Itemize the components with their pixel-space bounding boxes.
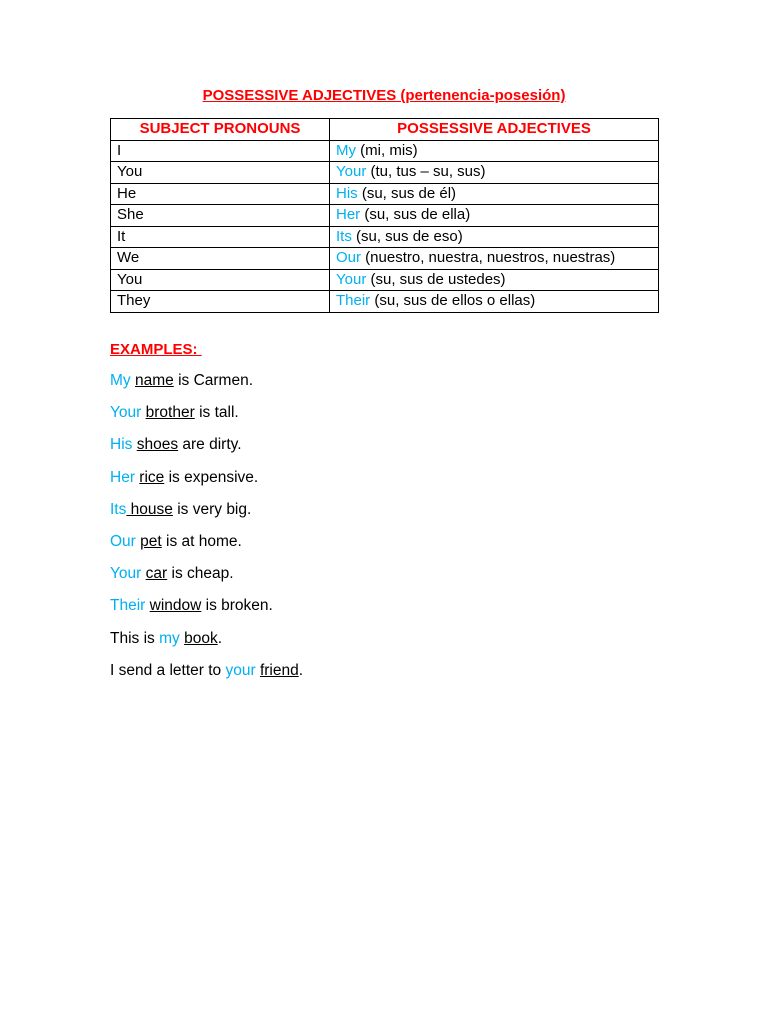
table-row (111, 205, 659, 227)
possessive-word: my (159, 629, 180, 647)
possessive-word: His (110, 436, 133, 454)
spanish-translation: (su, sus de ellos o ellas) (370, 292, 536, 310)
example-sentence (110, 403, 303, 435)
header-subject-pronouns: SUBJECT PRONOUNS (111, 119, 330, 141)
header-possessive-adjectives: POSSESSIVE ADJECTIVES (330, 119, 659, 141)
example-sentence (110, 371, 303, 403)
possessive-adjective-cell (330, 140, 659, 162)
possessive-word: Its (110, 500, 127, 518)
subject-pronoun-cell: You (111, 269, 330, 291)
noun-word: name (134, 372, 174, 389)
sentence-text: is at home. (161, 532, 242, 550)
possessive-word: Your (110, 565, 142, 583)
possessive-word: Their (110, 597, 146, 615)
table-body (111, 140, 659, 312)
possessive-adjective-word: Their (336, 292, 371, 310)
sentence-text: is expensive. (164, 468, 259, 486)
table-row (111, 248, 659, 270)
noun-word: window (149, 597, 202, 615)
possessive-word: Her (110, 468, 135, 486)
possessive-adjective-cell (330, 248, 659, 270)
example-sentence (110, 564, 303, 596)
examples-list (110, 371, 303, 693)
possessive-adjective-cell (330, 269, 659, 291)
sentence-text: is very big. (172, 500, 252, 518)
noun-word: rice (139, 468, 165, 486)
example-sentence (110, 661, 303, 693)
spanish-translation: (nuestro, nuestra, nuestros, nuestras) (361, 249, 616, 267)
example-sentence (110, 596, 303, 628)
possessive-adjectives-table (110, 118, 659, 313)
table-row (111, 269, 659, 291)
noun-word: book (184, 629, 218, 647)
possessive-adjective-cell (330, 226, 659, 248)
table-row (111, 226, 659, 248)
spanish-translation: (su, sus de ella) (360, 206, 471, 224)
subject-pronoun-cell: It (111, 226, 330, 248)
example-sentence (110, 532, 303, 564)
possessive-adjective-word: His (336, 184, 358, 202)
possessive-adjective-cell (330, 183, 659, 205)
subject-pronoun-cell: They (111, 291, 330, 313)
noun-word: pet (140, 532, 162, 550)
possessive-adjective-word: My (336, 141, 356, 159)
example-sentence (110, 435, 303, 467)
sentence-text: This is (110, 629, 160, 647)
sentence-text: is broken. (201, 597, 273, 615)
spanish-translation: (su, sus de eso) (351, 227, 463, 245)
spanish-translation: (su, sus de ustedes) (366, 270, 506, 288)
table-row (111, 291, 659, 313)
examples-heading: EXAMPLES: (110, 341, 202, 358)
sentence-text: are dirty. (178, 436, 242, 454)
possessive-adjective-cell (330, 162, 659, 184)
noun-word: shoes (136, 436, 179, 454)
sentence-text: is Carmen. (173, 372, 254, 389)
example-sentence (110, 629, 303, 661)
sentence-text: I send a letter to (110, 661, 226, 679)
example-sentence (110, 500, 303, 532)
possessive-word: My (110, 372, 131, 389)
subject-pronoun-cell: She (111, 205, 330, 227)
table-header-row (111, 119, 659, 141)
spanish-translation: (mi, mis) (356, 141, 418, 159)
possessive-adjective-cell (330, 291, 659, 313)
table-row (111, 140, 659, 162)
possessive-adjective-word: Her (336, 206, 361, 224)
spanish-translation: (tu, tus – su, sus) (366, 163, 486, 181)
sentence-text: is cheap. (167, 565, 234, 583)
subject-pronoun-cell: You (111, 162, 330, 184)
sentence-text: . (217, 629, 223, 647)
possessive-adjective-word: Your (336, 270, 367, 288)
noun-word: brother (145, 404, 195, 422)
possessive-adjective-word: Its (336, 227, 352, 245)
sentence-text: . (298, 661, 304, 679)
table-row (111, 162, 659, 184)
subject-pronoun-cell: We (111, 248, 330, 270)
possessive-adjective-word: Your (336, 163, 367, 181)
possessive-adjective-cell (330, 205, 659, 227)
sentence-text: is tall. (194, 404, 239, 422)
possessive-word: Our (110, 532, 136, 550)
possessive-word: your (225, 661, 256, 679)
noun-word: car (145, 565, 168, 583)
example-sentence (110, 468, 303, 500)
table-row (111, 183, 659, 205)
noun-word: friend (259, 661, 299, 679)
spanish-translation: (su, sus de él) (357, 184, 457, 202)
noun-word: house (126, 500, 173, 518)
subject-pronoun-cell: I (111, 140, 330, 162)
document-title: POSSESSIVE ADJECTIVES (pertenencia-posesión) (202, 87, 566, 104)
subject-pronoun-cell: He (111, 183, 330, 205)
possessive-adjective-word: Our (336, 249, 362, 267)
possessive-word: Your (110, 404, 142, 422)
